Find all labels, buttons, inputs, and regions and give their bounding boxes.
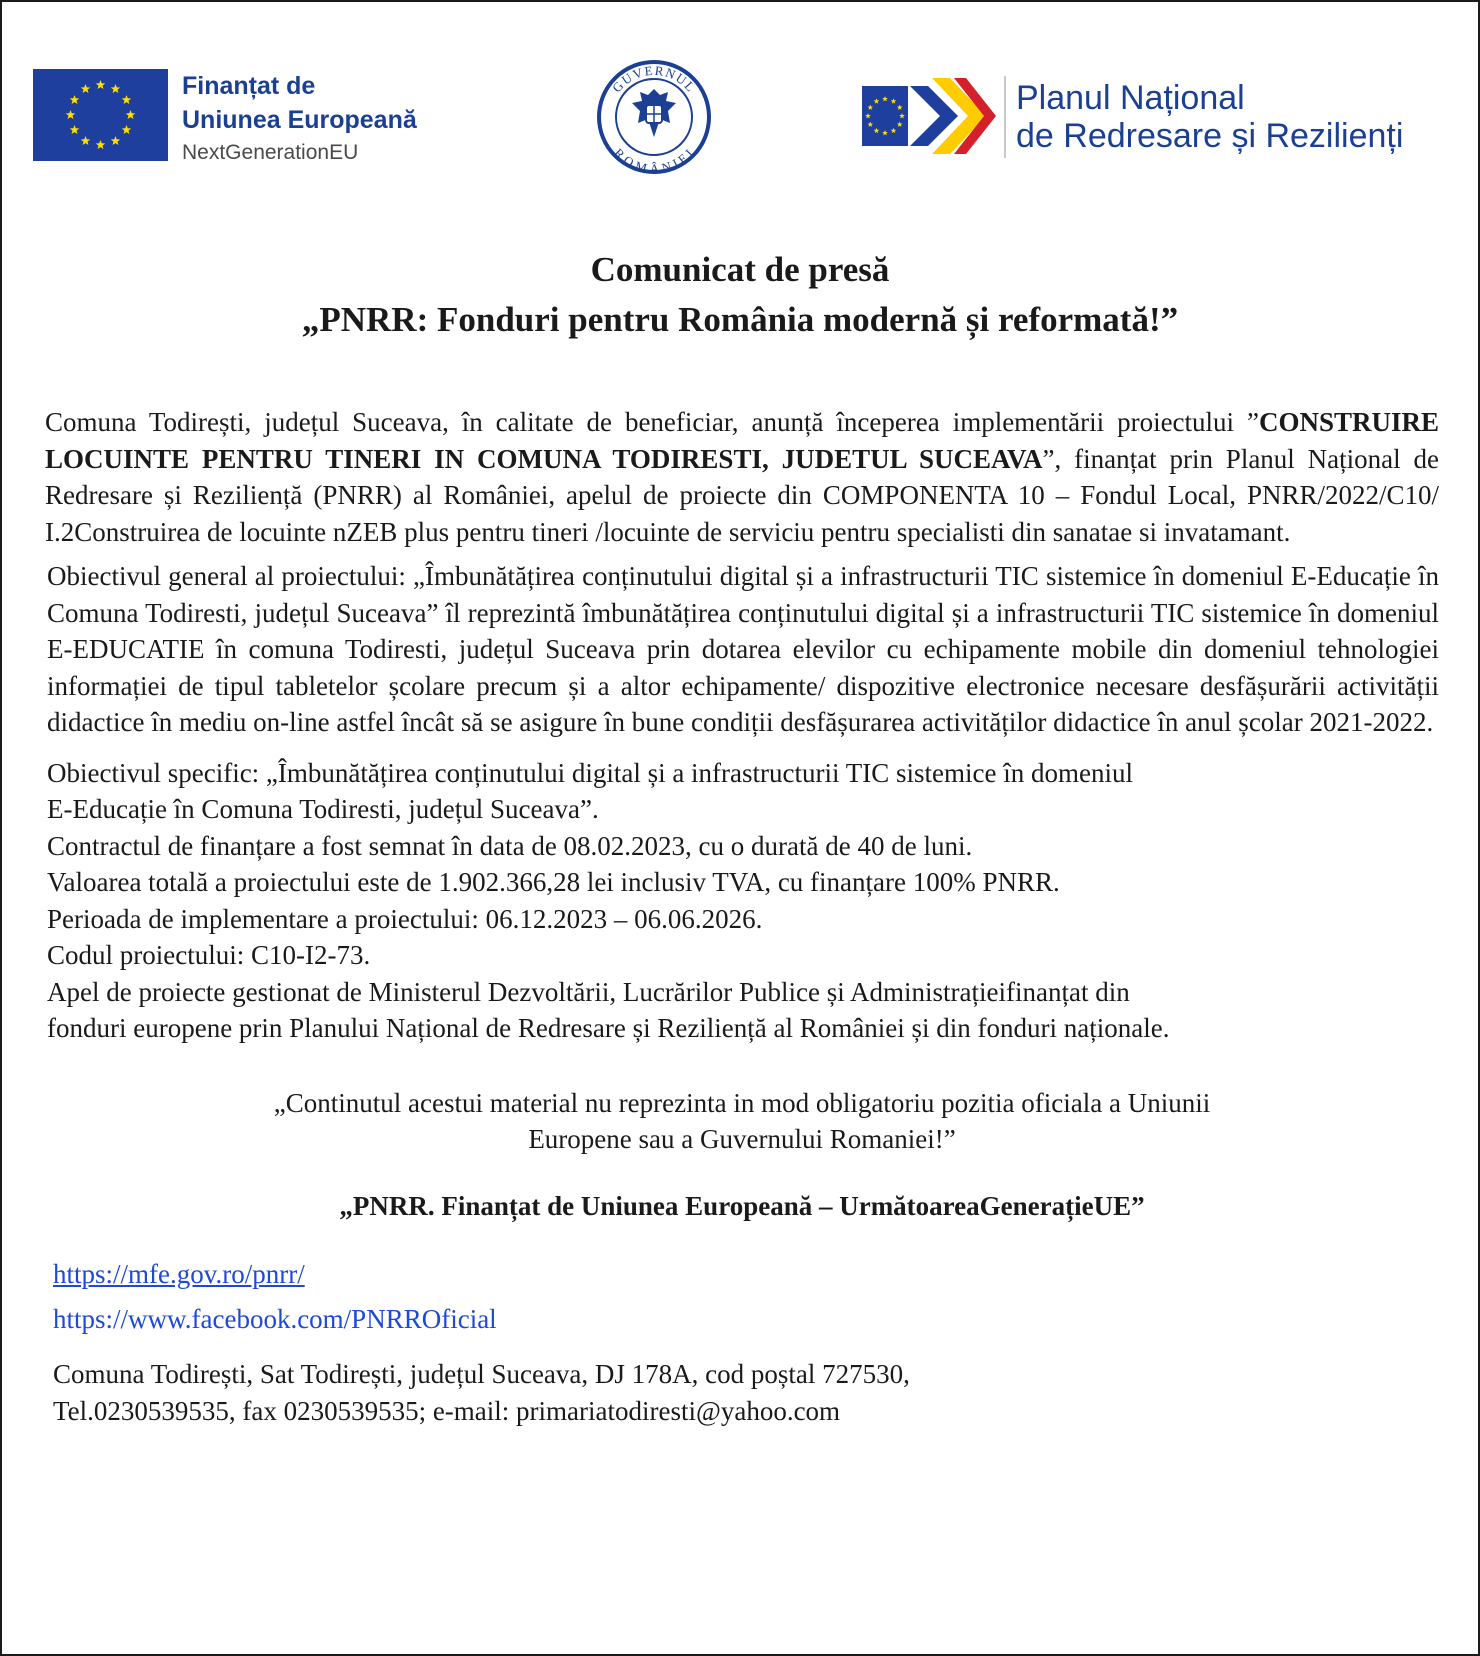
disclaimer [45, 1085, 1439, 1158]
eu-star-icon [81, 136, 91, 145]
contact-address: Comuna Todirești, Sat Todirești, județul Suceava, DJ 178A, cod poștal 727530, [53, 1359, 910, 1389]
eu-star-icon [81, 84, 91, 93]
pnrr-arrow-icon [862, 78, 996, 156]
eu-star-icon [70, 125, 80, 134]
detail-line: Valoarea totală a proiectului este de 1.902.366,28 lei inclusiv TVA, cu finanțare 100% PNRR. [47, 867, 1060, 897]
intro-rest: ”, finanțat prin Planul Național de Redresare și Reziliență (PNRR) al României, apelul de proiecte din COMPONENTA 10 – Fondul Local, PNRR/2022/C10/ I.2Construirea de locuinte nZEB plus pentru tineri /locuinte de serviciu pentru specialisti din sanatae si invatamant. [45, 443, 1439, 547]
eu-text-line3: NextGenerationEU [182, 141, 359, 164]
detail-line: fonduri europene prin Planului Național de Redresare și Reziliență al României și din fonduri naționale. [47, 1013, 1170, 1043]
facebook-pnrr-link[interactable]: https://www.facebook.com/PNRROficial [53, 1304, 497, 1334]
pnrr-text-line2: de Redresare și Rezilienți [1016, 117, 1404, 155]
pnrr-text-line1: Planul Național [1016, 79, 1245, 117]
pnrr-divider [1004, 76, 1006, 158]
eu-text-line1: Finanțat de [182, 72, 316, 100]
disclaimer-line1: „Continutul acestui material nu reprezinta in mod obligatoriu pozitia oficiala a Uniunii [273, 1087, 1211, 1118]
eu-star-icon [111, 136, 121, 145]
pnrr-logo-text [1016, 79, 1403, 155]
detail-line: E-Educație în Comuna Todiresti, județul Suceava”. [47, 794, 599, 824]
detail-line: Codul proiectului: C10-I2-73. [47, 940, 371, 970]
press-release-body [45, 404, 1439, 1429]
detail-line: Perioada de implementare a proiectului: 06.12.2023 – 06.06.2026. [47, 903, 763, 934]
detail-line: Obiectivul specific: „Îmbunătățirea conținutului digital și a infrastructurii TIC sistemice în domeniul [47, 757, 1133, 788]
links-block [53, 1252, 1439, 1342]
government-seal-icon [596, 59, 712, 175]
detail-line: Apel de proiecte gestionat de Ministerul Dezvoltării, Lucrărilor Publice și Administrațieifinanțat din [47, 976, 1130, 1007]
eu-star-icon [66, 110, 76, 119]
eu-funding-logo [33, 69, 417, 169]
eu-star-icon [70, 95, 80, 104]
intro-text: Comuna Todirești, județul Suceava, în calitate de beneficiar, anunță începerea implementării proiectului ” [45, 407, 1259, 437]
project-title: CONSTRUIRE LOCUINTE PENTRU TINERI IN COMUNA TODIRESTI, JUDETUL SUCEAVA [45, 407, 1439, 474]
pnrr-slogan: „PNRR. Finanțat de Uniunea Europeană – UrmătoareaGenerațieUE” [339, 1190, 1145, 1221]
mfe-pnrr-link[interactable]: https://mfe.gov.ro/pnrr/ [53, 1259, 305, 1289]
eu-star-icon [126, 110, 136, 119]
government-seal-logo [596, 59, 712, 175]
disclaimer-line2: Europene sau a Guvernului Romaniei!” [528, 1124, 956, 1154]
eu-funding-text [182, 69, 417, 169]
page-subtitle: „PNRR: Fonduri pentru România modernă și reformată!” [301, 300, 1179, 339]
intro-paragraph [45, 404, 1439, 550]
detail-line: Contractul de finanțare a fost semnat în data de 08.02.2023, cu o durată de 40 de luni. [47, 830, 973, 861]
page-title: Comunicat de presă [590, 250, 890, 289]
contact-phone-email: Tel.0230539535, fax 0230539535; e-mail: primariatodiresti@yahoo.com [53, 1395, 841, 1426]
eu-star-icon [122, 95, 132, 104]
eu-star-icon [111, 84, 121, 93]
contact-block [53, 1356, 1439, 1429]
project-details [47, 755, 1439, 1047]
heading-block [2, 248, 1478, 342]
eu-star-icon [96, 80, 106, 89]
eu-text-line2: Uniunea Europeană [182, 106, 417, 134]
general-objective-paragraph: Obiectivul general al proiectului: „Îmbunătățirea conținutului digital și a infrastructurii TIC sistemice în domeniul E-Educație în Comuna Todiresti, județul Suceava” îl reprezintă îmbunătățirea conținutului digital și a infrastructurii TIC sistemice în domeniul E-EDUCATIE în comuna Todiresti, județul Suceava prin dotarea elevilor cu echipamente mobile din domeniul tehnologiei informației de tipul tabletelor școlare precum și a altor echipamente/ dispozitive electronice necesare desfășurării activității didactice în mediu on-line astfel încât să se asigure în bune condiții desfășurarea activităților didactice în anul școlar 2021-2022. [47, 561, 1439, 737]
pnrr-logo [862, 76, 1403, 158]
eu-star-icon [96, 140, 106, 149]
seal-ring-bottom: ROMÂNIEI [611, 145, 698, 175]
seal-ring-top: GUVERNUL [609, 62, 699, 96]
eu-star-icon [122, 125, 132, 134]
eu-flag-icon [33, 69, 168, 161]
